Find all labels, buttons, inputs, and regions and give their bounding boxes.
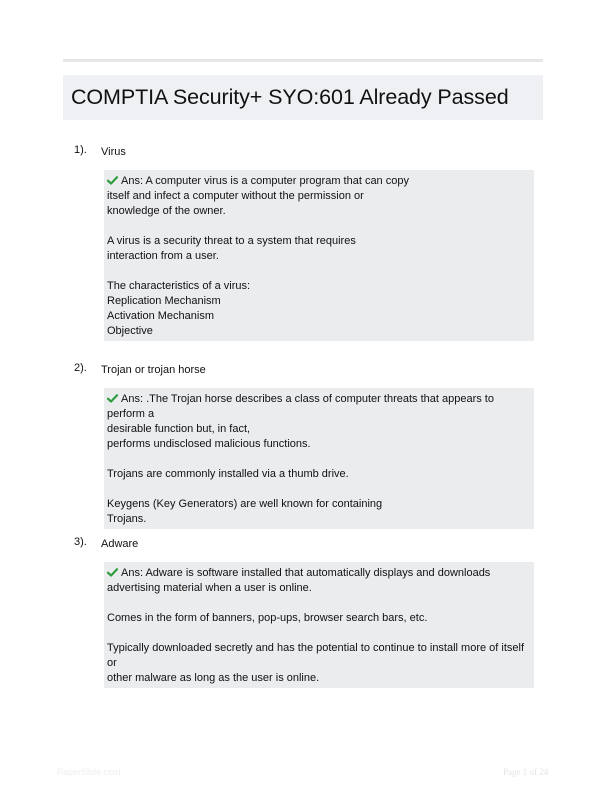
question-term: Adware xyxy=(101,538,139,550)
check-icon xyxy=(107,568,118,577)
answer-box xyxy=(104,562,534,688)
question-number: 3). xyxy=(74,536,87,548)
answer-paragraph: Comes in the form of banners, pop-ups, browser search bars, etc. xyxy=(107,612,428,624)
question-term: Virus xyxy=(101,146,126,158)
title-banner xyxy=(63,75,543,120)
answer-text: Ans: .The Trojan horse describes a class of computer threats that appears to perform a desirable function but, in fact, performs undisclosed malicious functions. xyxy=(107,393,494,450)
answer-paragraph: Keygens (Key Generators) are well known for containing Trojans. xyxy=(107,498,383,525)
answer-paragraph: Typically downloaded secretly and has the potential to continue to install more of itself or other malware as long as the user is online. xyxy=(107,642,525,684)
answer-first-paragraph xyxy=(107,566,531,596)
question-number: 2). xyxy=(74,362,87,374)
question-term: Trojan or trojan horse xyxy=(101,364,206,376)
answer-paragraph: The characteristics of a virus: Replication Mechanism Activation Mechanism Objective xyxy=(107,280,251,337)
page-number: Page 1 of 24 xyxy=(503,767,549,777)
top-divider xyxy=(63,59,543,62)
check-icon xyxy=(107,394,118,403)
answer-text: Ans: A computer virus is a computer program that can copy itself and infect a computer without the permission or knowledge of the owner. xyxy=(107,175,409,217)
answer-first-paragraph xyxy=(107,174,531,219)
check-icon xyxy=(107,176,118,185)
answer-text: Ans: Adware is software installed that automatically displays and downloads advertising material when a user is online. xyxy=(107,567,491,594)
answer-box xyxy=(104,388,534,529)
answer-paragraph: A virus is a security threat to a system that requires interaction from a user. xyxy=(107,235,356,262)
answer-first-paragraph xyxy=(107,392,531,452)
footer-watermark: PaperSlide.com xyxy=(57,767,121,777)
question-number: 1). xyxy=(74,144,87,156)
page-title: COMPTIA Security+ SYO:601 Already Passed xyxy=(71,85,509,109)
answer-box xyxy=(104,170,534,341)
answer-paragraph: Trojans are commonly installed via a thumb drive. xyxy=(107,468,349,480)
